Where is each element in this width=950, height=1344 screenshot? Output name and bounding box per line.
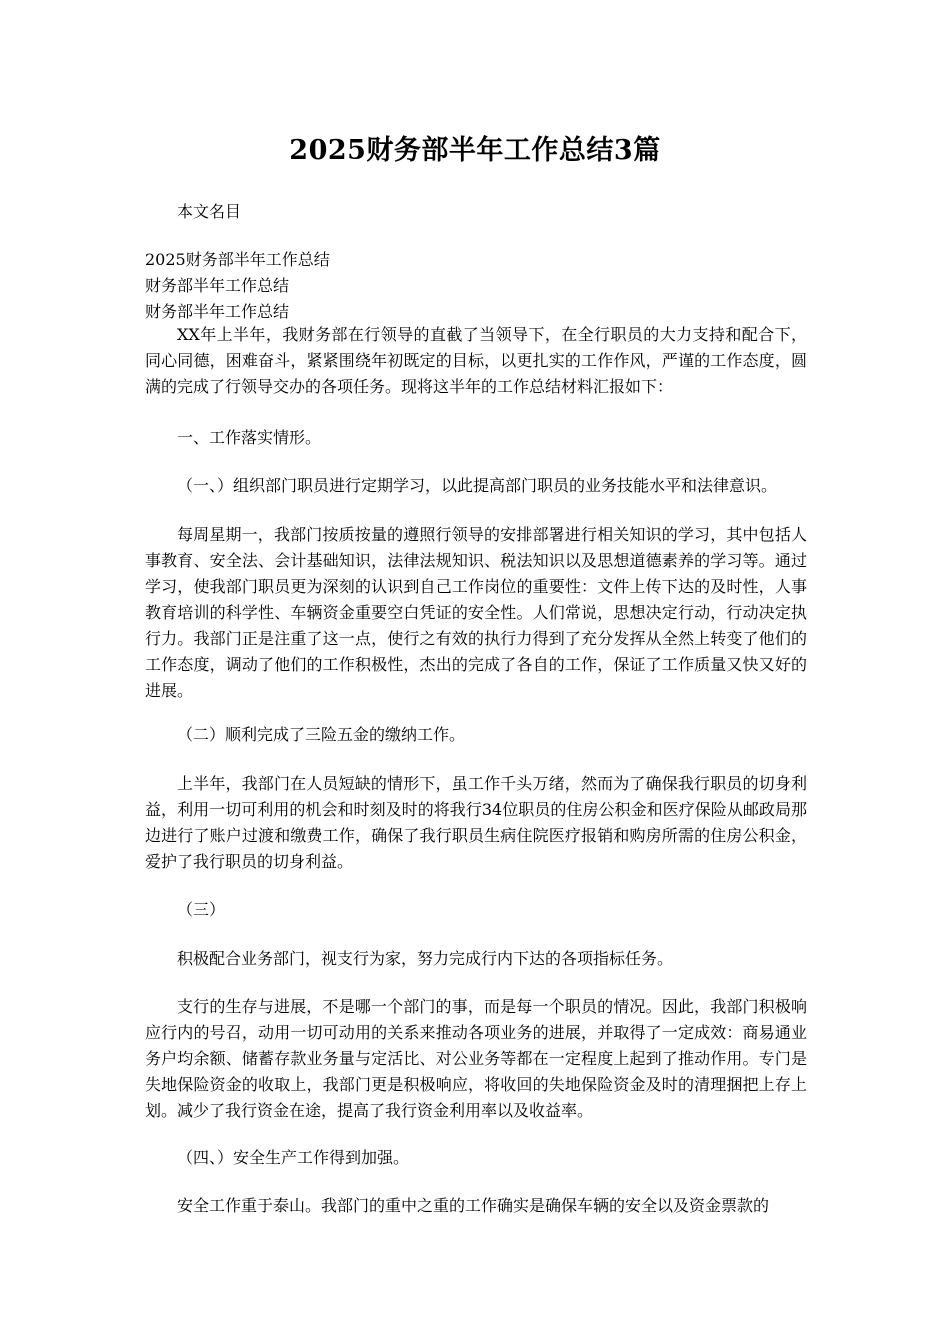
subsection-heading: （一、）组织部门职员进行定期学习，以此提高部门职员的业务技能水平和法律意识。 <box>177 476 778 495</box>
subsection-heading: （四、）安全生产工作得到加强。 <box>177 1148 410 1167</box>
toc-item: 2025财务部半年工作总结 <box>145 250 330 269</box>
toc-item: 财务部半年工作总结 <box>145 302 290 321</box>
body-paragraph: 上半年，我部门在人员短缺的情形下，虽工作千头万绪，然而为了确保我行职员的切身利益，利用一切可利用的机会和时刻及时的将我行34位职员的住房公积金和医疗保险从邮政局那边进行了账户过渡和缴费工作，确保了我行职员生病住院医疗报销和购房所需的住房公积金，爱护了我行职员的切身利益。 <box>145 774 807 871</box>
toc-item: 财务部半年工作总结 <box>145 276 290 295</box>
document-title: 2025财务部半年工作总结3篇 <box>289 135 661 166</box>
section-heading: 一、工作落实情形。 <box>177 428 322 447</box>
intro-paragraph: XX年上半年，我财务部在行领导的直截了当领导下，在全行职员的大力支持和配合下，同心同德，困难奋斗，紧紧围绕年初既定的目标，以更扎实的工作作风，严谨的工作态度，圆满的完成了行领导交办的各项任务。现将这半年的工作总结材料汇报如下： <box>145 325 807 396</box>
toc-label: 本文名目 <box>177 202 242 221</box>
body-paragraph: 支行的生存与进展，不是哪一个部门的事，而是每一个职员的情况。因此，我部门积极响应行内的号召，动用一切可动用的关系来推动各项业务的进展，并取得了一定成效：商易通业务户均余额、储蓄存款业务量与定活比、对公业务等都在一定程度上起到了推动作用。专门是失地保险资金的收取上，我部门更是积极响应，将收回的失地保险资金及时的清理捆把上存上划。减少了我行资金在途，提高了我行资金利用率以及收益率。 <box>145 997 807 1120</box>
body-paragraph: 安全工作重于泰山。我部门的重中之重的工作确实是确保车辆的安全以及资金票款的 <box>177 1196 770 1215</box>
subsection-text: 积极配合业务部门，视支行为家，努力完成行内下达的各项指标任务。 <box>177 949 674 968</box>
subsection-heading: （二）顺利完成了三险五金的缴纳工作。 <box>177 725 466 744</box>
subsection-heading: （三） <box>177 900 226 919</box>
body-paragraph: 每周星期一，我部门按质按量的遵照行领导的安排部署进行相关知识的学习，其中包括人事教育、安全法、会计基础知识，法律法规知识、税法知识以及思想道德素养的学习等。通过学习，使我部门职员更为深刻的认识到自己工作岗位的重要性：文件上传下达的及时性，人事教育培训的科学性、车辆资金重要空白凭证的安全性。人们常说，思想决定行动，行动决定执行力。我部门正是注重了这一点，使行之有效的执行力得到了充分发挥从全然上转变了他们的工作态度，调动了他们的工作积极性，杰出的完成了各自的工作，保证了工作质量又快又好的进展。 <box>145 525 807 700</box>
